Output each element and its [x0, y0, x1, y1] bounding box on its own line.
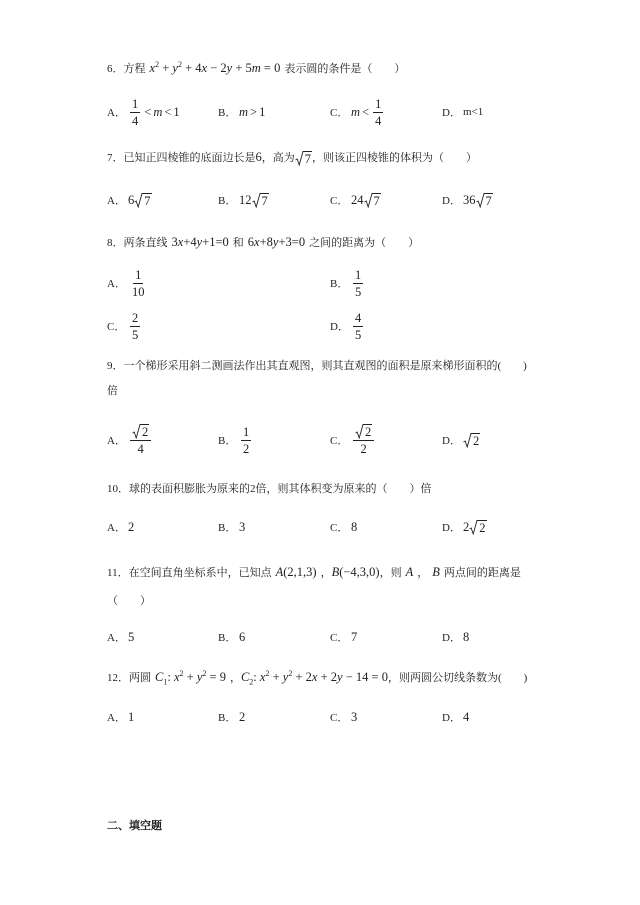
- option-label: A．: [107, 107, 126, 119]
- math-operator: +: [159, 61, 173, 75]
- square-root: [132, 424, 149, 439]
- math-subscript: 1: [163, 677, 168, 687]
- question-text: 两点间的距离是: [443, 567, 521, 579]
- question-10: [107, 471, 432, 507]
- question-9-continued: [107, 373, 118, 409]
- question-text: 表示圆的条件是（ ）: [284, 63, 406, 75]
- math-variable: m: [153, 104, 163, 119]
- math-operator: <: [362, 104, 370, 119]
- option-value: 5: [128, 629, 135, 644]
- option-a: [107, 94, 180, 130]
- math-number: 1: [173, 104, 180, 119]
- question-number: 10．: [107, 483, 129, 495]
- question-11-continued: [107, 583, 151, 619]
- math-operator: :: [253, 670, 260, 684]
- math-exponent: 2: [288, 668, 293, 678]
- option-label: A．: [107, 435, 126, 447]
- math-number: 1: [259, 104, 266, 119]
- radical-sign: [463, 433, 472, 448]
- coefficient: 36: [463, 192, 476, 207]
- option-d: [330, 308, 365, 344]
- math-variable: A: [275, 565, 284, 579]
- math-exponent: 2: [202, 668, 207, 678]
- option-value: 2: [239, 709, 246, 724]
- question-8-options-row-2: [107, 308, 557, 344]
- fraction: [353, 311, 363, 342]
- radicand: 2: [473, 433, 480, 448]
- option-label: B．: [218, 435, 237, 447]
- option-c: [330, 94, 385, 130]
- option-b: [218, 619, 245, 655]
- numerator: 1: [355, 267, 362, 282]
- question-number: 9．: [107, 360, 124, 372]
- radical-sign: [476, 193, 485, 208]
- math-term: = 0: [260, 61, 281, 75]
- numerator: 1: [132, 96, 139, 111]
- square-root: [252, 193, 269, 208]
- numerator: 2: [132, 310, 139, 325]
- radical-sign: [469, 520, 478, 535]
- question-number: 11．: [107, 567, 129, 579]
- question-text: ，则两圆公切线条数为( ): [387, 672, 528, 684]
- math-variable: y: [172, 61, 178, 75]
- point-b: [332, 565, 380, 579]
- option-value: 7: [351, 629, 358, 644]
- coefficient: 6: [128, 192, 135, 207]
- math-term: +4: [183, 235, 197, 249]
- option-b: [218, 94, 265, 130]
- option-label: B．: [218, 712, 237, 724]
- math-variable: y: [196, 235, 203, 249]
- square-root: [295, 151, 312, 166]
- line-equation-1: [172, 235, 229, 249]
- option-a: [107, 422, 153, 458]
- math-exponent: 2: [265, 668, 270, 678]
- math-term: + 4: [181, 61, 202, 75]
- option-b: [218, 509, 245, 545]
- math-operator: <: [144, 104, 152, 119]
- math-variable: y: [282, 670, 289, 684]
- math-variable: y: [226, 61, 233, 75]
- question-text: 已知正四棱锥的底面边长是: [123, 152, 256, 164]
- option-text: m<1: [463, 106, 484, 118]
- math-variable: x: [254, 235, 260, 249]
- math-term: = 9: [206, 670, 226, 684]
- question-text: 之间的距离为（ ）: [309, 237, 420, 249]
- option-value: 1: [128, 709, 135, 724]
- math-term: + 2: [292, 670, 312, 684]
- square-root: [463, 433, 480, 448]
- option-label: D．: [442, 632, 461, 644]
- fraction: [130, 424, 151, 456]
- radicand: 7: [485, 193, 492, 208]
- question-10-options: [107, 509, 557, 545]
- option-label: D．: [442, 522, 461, 534]
- fraction: [353, 268, 363, 299]
- question-text: ，则该正四棱锥的体积为（ ）: [312, 152, 477, 164]
- question-12: [107, 659, 527, 695]
- fraction: [130, 268, 147, 299]
- coordinates: (2,1,3): [283, 565, 317, 579]
- fraction: [353, 424, 374, 456]
- option-label: C．: [330, 107, 349, 119]
- question-text: ，: [229, 672, 241, 684]
- question-text: 球的表面积膨胀为原来的2倍，则其体积变为原来的（ ）倍: [129, 483, 432, 495]
- option-value: 3: [239, 519, 246, 534]
- question-text: ，: [417, 567, 429, 579]
- option-label: D．: [442, 107, 461, 119]
- option-label: D．: [442, 195, 461, 207]
- math-number: 3: [171, 235, 178, 249]
- math-exponent: 2: [177, 59, 182, 69]
- square-root: [134, 193, 151, 208]
- option-a: [107, 265, 149, 301]
- denominator: 10: [132, 284, 145, 299]
- fraction: [130, 97, 140, 128]
- math-variable: x: [259, 670, 266, 684]
- option-label: C．: [330, 435, 349, 447]
- question-8-options-row-1: [107, 265, 557, 301]
- question-text: ，则: [379, 567, 402, 579]
- option-a: [107, 509, 134, 545]
- denominator: 2: [243, 441, 250, 456]
- option-label: A．: [107, 195, 126, 207]
- square-root: [469, 520, 486, 535]
- numerator: [353, 424, 374, 441]
- option-label: A．: [107, 712, 126, 724]
- math-variable: x: [177, 235, 184, 249]
- option-label: D．: [442, 435, 461, 447]
- question-number: 6．: [107, 63, 124, 75]
- question-text: ，高为: [261, 152, 295, 164]
- math-term: +8: [259, 235, 273, 249]
- section-heading: 二、填空题: [107, 820, 162, 832]
- radical-sign: [355, 424, 364, 439]
- math-variable: m: [251, 61, 261, 75]
- option-a: [107, 699, 134, 735]
- math-operator: :: [167, 670, 174, 684]
- option-label: A．: [107, 522, 126, 534]
- fraction: [130, 311, 140, 342]
- math-variable: x: [149, 61, 156, 75]
- option-d: [442, 182, 493, 218]
- option-label: C．: [330, 632, 349, 644]
- math-operator: +: [269, 670, 283, 684]
- math-number: 6: [247, 235, 255, 249]
- option-value: 6: [239, 629, 246, 644]
- numerator: [130, 424, 151, 441]
- option-c: [330, 699, 357, 735]
- option-label: A．: [107, 278, 126, 290]
- option-label: B．: [330, 278, 349, 290]
- option-b: [218, 699, 245, 735]
- option-c: [107, 308, 142, 344]
- math-variable: y: [196, 670, 203, 684]
- option-d: [442, 699, 469, 735]
- question-text: 和: [232, 237, 244, 249]
- math-exponent: 2: [155, 59, 160, 69]
- option-c: [330, 619, 357, 655]
- option-b: [218, 182, 269, 218]
- denominator: 4: [132, 113, 139, 128]
- question-text: 两圆: [129, 672, 151, 684]
- option-label: A．: [107, 632, 126, 644]
- option-label: B．: [218, 195, 237, 207]
- math-operator: +: [183, 670, 197, 684]
- question-6-options: [107, 94, 557, 130]
- option-c: [330, 182, 381, 218]
- option-d: [442, 422, 480, 458]
- circle-equation: [150, 61, 281, 75]
- denominator: 5: [355, 284, 362, 299]
- question-9: [107, 348, 527, 384]
- option-d: [442, 619, 469, 655]
- question-7-options: [107, 182, 557, 218]
- math-number: 6: [255, 150, 262, 164]
- line-equation-2: [248, 235, 305, 249]
- radicand: 7: [373, 193, 380, 208]
- coefficient: 24: [351, 192, 364, 207]
- option-c: [330, 509, 357, 545]
- question-8: [107, 224, 419, 260]
- math-variable: C: [240, 670, 250, 684]
- fraction: [241, 425, 251, 456]
- question-number: 7．: [107, 152, 124, 164]
- square-root: [364, 193, 381, 208]
- option-a: [107, 182, 152, 218]
- circle-c2: [240, 668, 388, 687]
- option-b: [218, 422, 253, 458]
- option-label: B．: [218, 522, 237, 534]
- math-variable: B: [331, 565, 340, 579]
- coefficient: 12: [239, 192, 252, 207]
- question-6: [107, 50, 405, 86]
- radical-sign: [295, 151, 304, 166]
- radicand: 7: [144, 193, 151, 208]
- option-label: C．: [330, 522, 349, 534]
- question-text: 倍: [107, 385, 118, 397]
- question-text: 一个梯形采用斜二测画法作出其直观图，则其直观图的面积是原来梯形面积的( ): [123, 360, 527, 372]
- math-term: +1=0: [202, 235, 229, 249]
- coefficient: 2: [463, 519, 470, 534]
- option-c: [330, 422, 376, 458]
- option-label: C．: [330, 712, 349, 724]
- math-term: + 5: [232, 61, 252, 75]
- option-value: 2: [128, 519, 135, 534]
- radicand: 7: [304, 151, 311, 166]
- option-label: C．: [330, 195, 349, 207]
- numerator: 1: [375, 96, 382, 111]
- math-term: +3=0: [278, 235, 306, 249]
- math-term: − 14 = 0: [342, 670, 388, 684]
- radical-sign: [134, 193, 143, 208]
- question-7: [107, 139, 477, 175]
- math-variable: x: [311, 670, 318, 684]
- radicand: 2: [479, 520, 486, 535]
- question-12-options: [107, 699, 557, 735]
- radicand: 2: [365, 425, 372, 439]
- math-variable: y: [272, 235, 279, 249]
- coordinates: (−4,3,0): [339, 565, 380, 579]
- answer-blank: （ ）: [107, 595, 151, 607]
- point-a: [276, 565, 317, 579]
- denominator: 4: [137, 442, 144, 456]
- math-variable: C: [155, 670, 164, 684]
- question-text: ，: [320, 567, 332, 579]
- question-number: 12．: [107, 672, 129, 684]
- denominator: 5: [132, 327, 139, 342]
- math-variable: m: [239, 104, 249, 119]
- question-9-options: [107, 422, 557, 458]
- circle-c1: [155, 668, 226, 687]
- option-value: 4: [463, 709, 470, 724]
- option-label: D．: [330, 321, 349, 333]
- option-label: B．: [218, 107, 237, 119]
- option-value: 3: [351, 709, 358, 724]
- math-variable: m: [351, 104, 361, 119]
- option-b: [330, 265, 365, 301]
- numerator: 1: [243, 424, 250, 439]
- radical-sign: [252, 193, 261, 208]
- option-label: C．: [107, 321, 126, 333]
- numerator: 1: [135, 267, 142, 282]
- square-root: [476, 193, 493, 208]
- radical-sign: [364, 193, 373, 208]
- math-variable: B: [432, 565, 440, 579]
- radicand: 7: [261, 193, 268, 208]
- option-a: [107, 619, 134, 655]
- math-exponent: 2: [179, 668, 184, 678]
- question-number: 8．: [107, 237, 124, 249]
- option-value: 8: [463, 629, 470, 644]
- denominator: 4: [375, 113, 382, 128]
- radicand: 2: [142, 425, 149, 439]
- denominator: 5: [355, 327, 362, 342]
- math-subscript: 2: [249, 677, 254, 687]
- radical-sign: [132, 424, 141, 439]
- option-d: [442, 509, 487, 545]
- question-text: 方程: [123, 63, 146, 75]
- numerator: 4: [355, 310, 362, 325]
- question-11: [107, 554, 521, 590]
- math-operator: >: [250, 104, 258, 119]
- option-label: B．: [218, 632, 237, 644]
- question-11-options: [107, 619, 557, 655]
- question-text: 在空间直角坐标系中，已知点: [128, 567, 272, 579]
- option-label: D．: [442, 712, 461, 724]
- fraction: [373, 97, 383, 128]
- denominator: 2: [360, 442, 367, 456]
- square-root: [355, 424, 372, 439]
- math-term: − 2: [207, 61, 227, 75]
- math-operator: <: [164, 104, 172, 119]
- math-variable: A: [405, 565, 414, 579]
- math-term: + 2: [317, 670, 338, 684]
- math-variable: x: [201, 61, 208, 75]
- option-value: 8: [351, 519, 358, 534]
- option-d: [442, 94, 483, 130]
- math-variable: y: [337, 670, 343, 684]
- math-variable: x: [173, 670, 180, 684]
- question-text: 两条直线: [123, 237, 168, 249]
